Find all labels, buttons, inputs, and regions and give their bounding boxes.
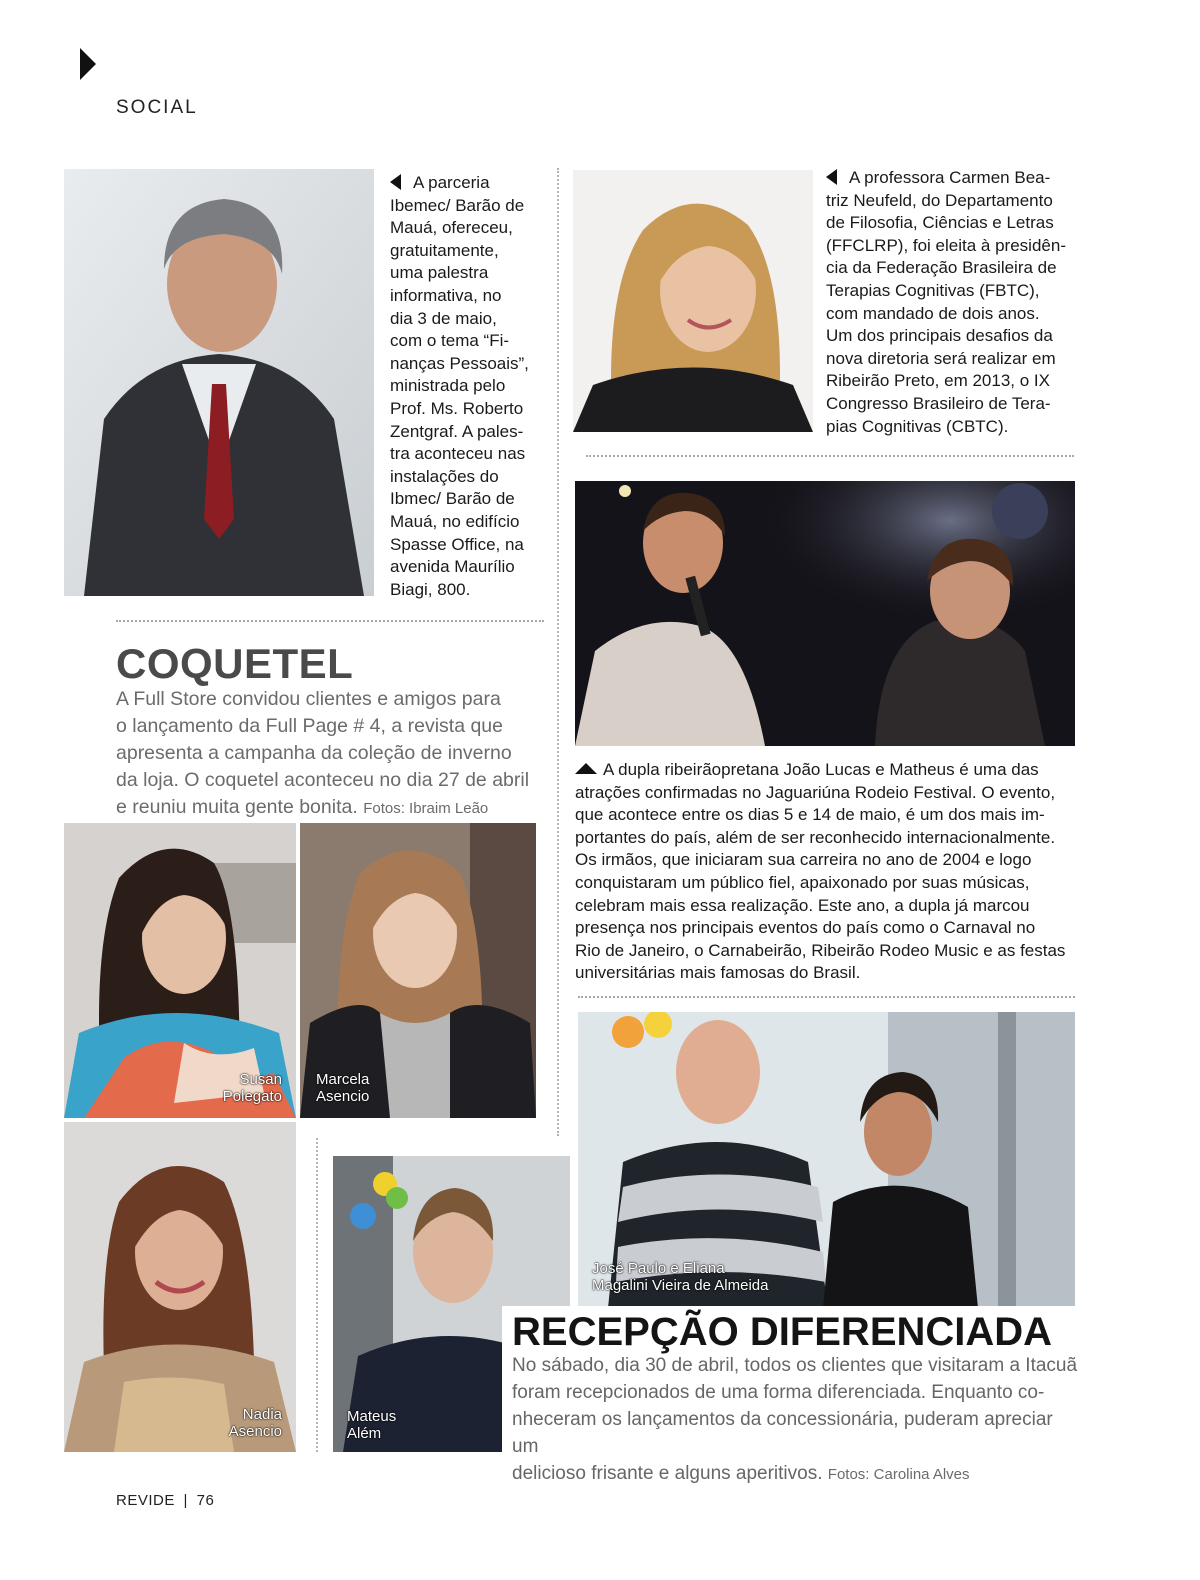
- caption-dupla: A dupla ribeirãopretana João Lucas e Matheus é uma das atrações confirmadas no Jaguariúna Rodeio Festival. O evento, que acontece entre os dias 5 e 14 de maio, é um dos mais im- portantes do país, além de ser reconhecido internacionalmente. Os irmãos, que iniciaram sua carreira no ano de 2004 e logo conquistaram um público fiel, apaixonado por suas músicas, celebram mais essa realização. Este ano, a dupla já marcou presença nos principais eventos do país como o Carnaval no Rio de Janeiro, o Carnabeirão, Ribeirão Rodeo Music e as festas universitárias mais famosas do Brasil.: [575, 760, 1066, 983]
- photo-susan-polegato: [64, 823, 296, 1118]
- photo-marcela-asencio: [300, 823, 536, 1118]
- photo-credit: Fotos: Carolina Alves: [827, 1466, 970, 1483]
- photo-nadia-asencio: [64, 1122, 296, 1452]
- name-label-nadia: Nadia Asencio: [228, 1406, 282, 1440]
- photo-roberto-zentgraf: [64, 169, 374, 596]
- name-label-susan: Susan Polegato: [222, 1071, 282, 1105]
- section-divider: [578, 996, 1075, 998]
- arrow-left-icon: [390, 174, 401, 190]
- page-number: 76: [196, 1492, 215, 1509]
- name-label-mateus: Mateus Além: [347, 1408, 397, 1442]
- footer-separator: |: [183, 1492, 188, 1509]
- section-title: SOCIAL: [116, 97, 198, 118]
- magazine-name: REVIDE: [116, 1492, 175, 1509]
- section-marker-icon: [80, 48, 96, 80]
- column-divider: [557, 168, 559, 1136]
- section-divider: [586, 455, 1074, 457]
- column-divider: [316, 1138, 318, 1452]
- caption-carmen: A professora Carmen Bea- triz Neufeld, do Departamento de Filosofia, Ciências e Letras (FFCLRP), foi eleita à presidên- cia da Federação Brasileira de Terapias Cognitivas (FBTC), com mandado de dois anos. Um dos principais desafios da nova diretoria será realizar em Ribeirão Preto, em 2013, o IX Congresso Brasileiro de Tera- pias Cognitivas (CBTC).: [826, 168, 1066, 436]
- name-label-jose-paulo-eliana: José Paulo e Eliana Magalini Vieira de Almeida: [592, 1260, 769, 1294]
- section-divider: [116, 620, 544, 622]
- photo-carmen-neufeld: [573, 170, 813, 432]
- name-label-marcela: Marcela Asencio: [316, 1071, 370, 1105]
- photo-credit: Fotos: Ibraim Leão: [363, 800, 489, 817]
- photo-joao-lucas-e-matheus: [575, 481, 1075, 746]
- coquetel-title: COQUETEL: [116, 640, 354, 687]
- photo-jose-paulo-e-eliana: [578, 1012, 1075, 1308]
- arrow-up-icon: [575, 763, 597, 774]
- recepcao-title: RECEPÇÃO DIFERENCIADA: [512, 1310, 1053, 1354]
- caption-ibmec: A parceria Ibemec/ Barão de Mauá, ofereceu, gratuitamente, uma palestra informativa, no dia 3 de maio, com o tema “Fi- nanças Pessoais”, ministrada pelo Prof. Ms. Roberto Zentgraf. A pales- tra aconteceu nas instalações do Ibmec/ Barão de Mauá, no edifício Spasse Office, na avenida Maurílio Biagi, 800.: [390, 173, 529, 599]
- arrow-left-icon: [826, 169, 837, 185]
- recepcao-lead: No sábado, dia 30 de abril, todos os clientes que visitaram a Itacuã foram recepcionados de uma forma diferenciada. Enquanto co- nheceram os lançamentos da concessionária, puderam apreciar um delicioso frisante e alguns aperitivos. Fotos: Carolina Alves: [512, 1355, 1078, 1484]
- coquetel-lead: A Full Store convidou clientes e amigos para o lançamento da Full Page # 4, a revista que apresenta a campanha da coleção de inverno da loja. O coquetel aconteceu no dia 27 de abril e reuniu muita gente bonita. Fotos: Ibraim Leão: [116, 688, 530, 818]
- page-footer: [116, 1492, 214, 1509]
